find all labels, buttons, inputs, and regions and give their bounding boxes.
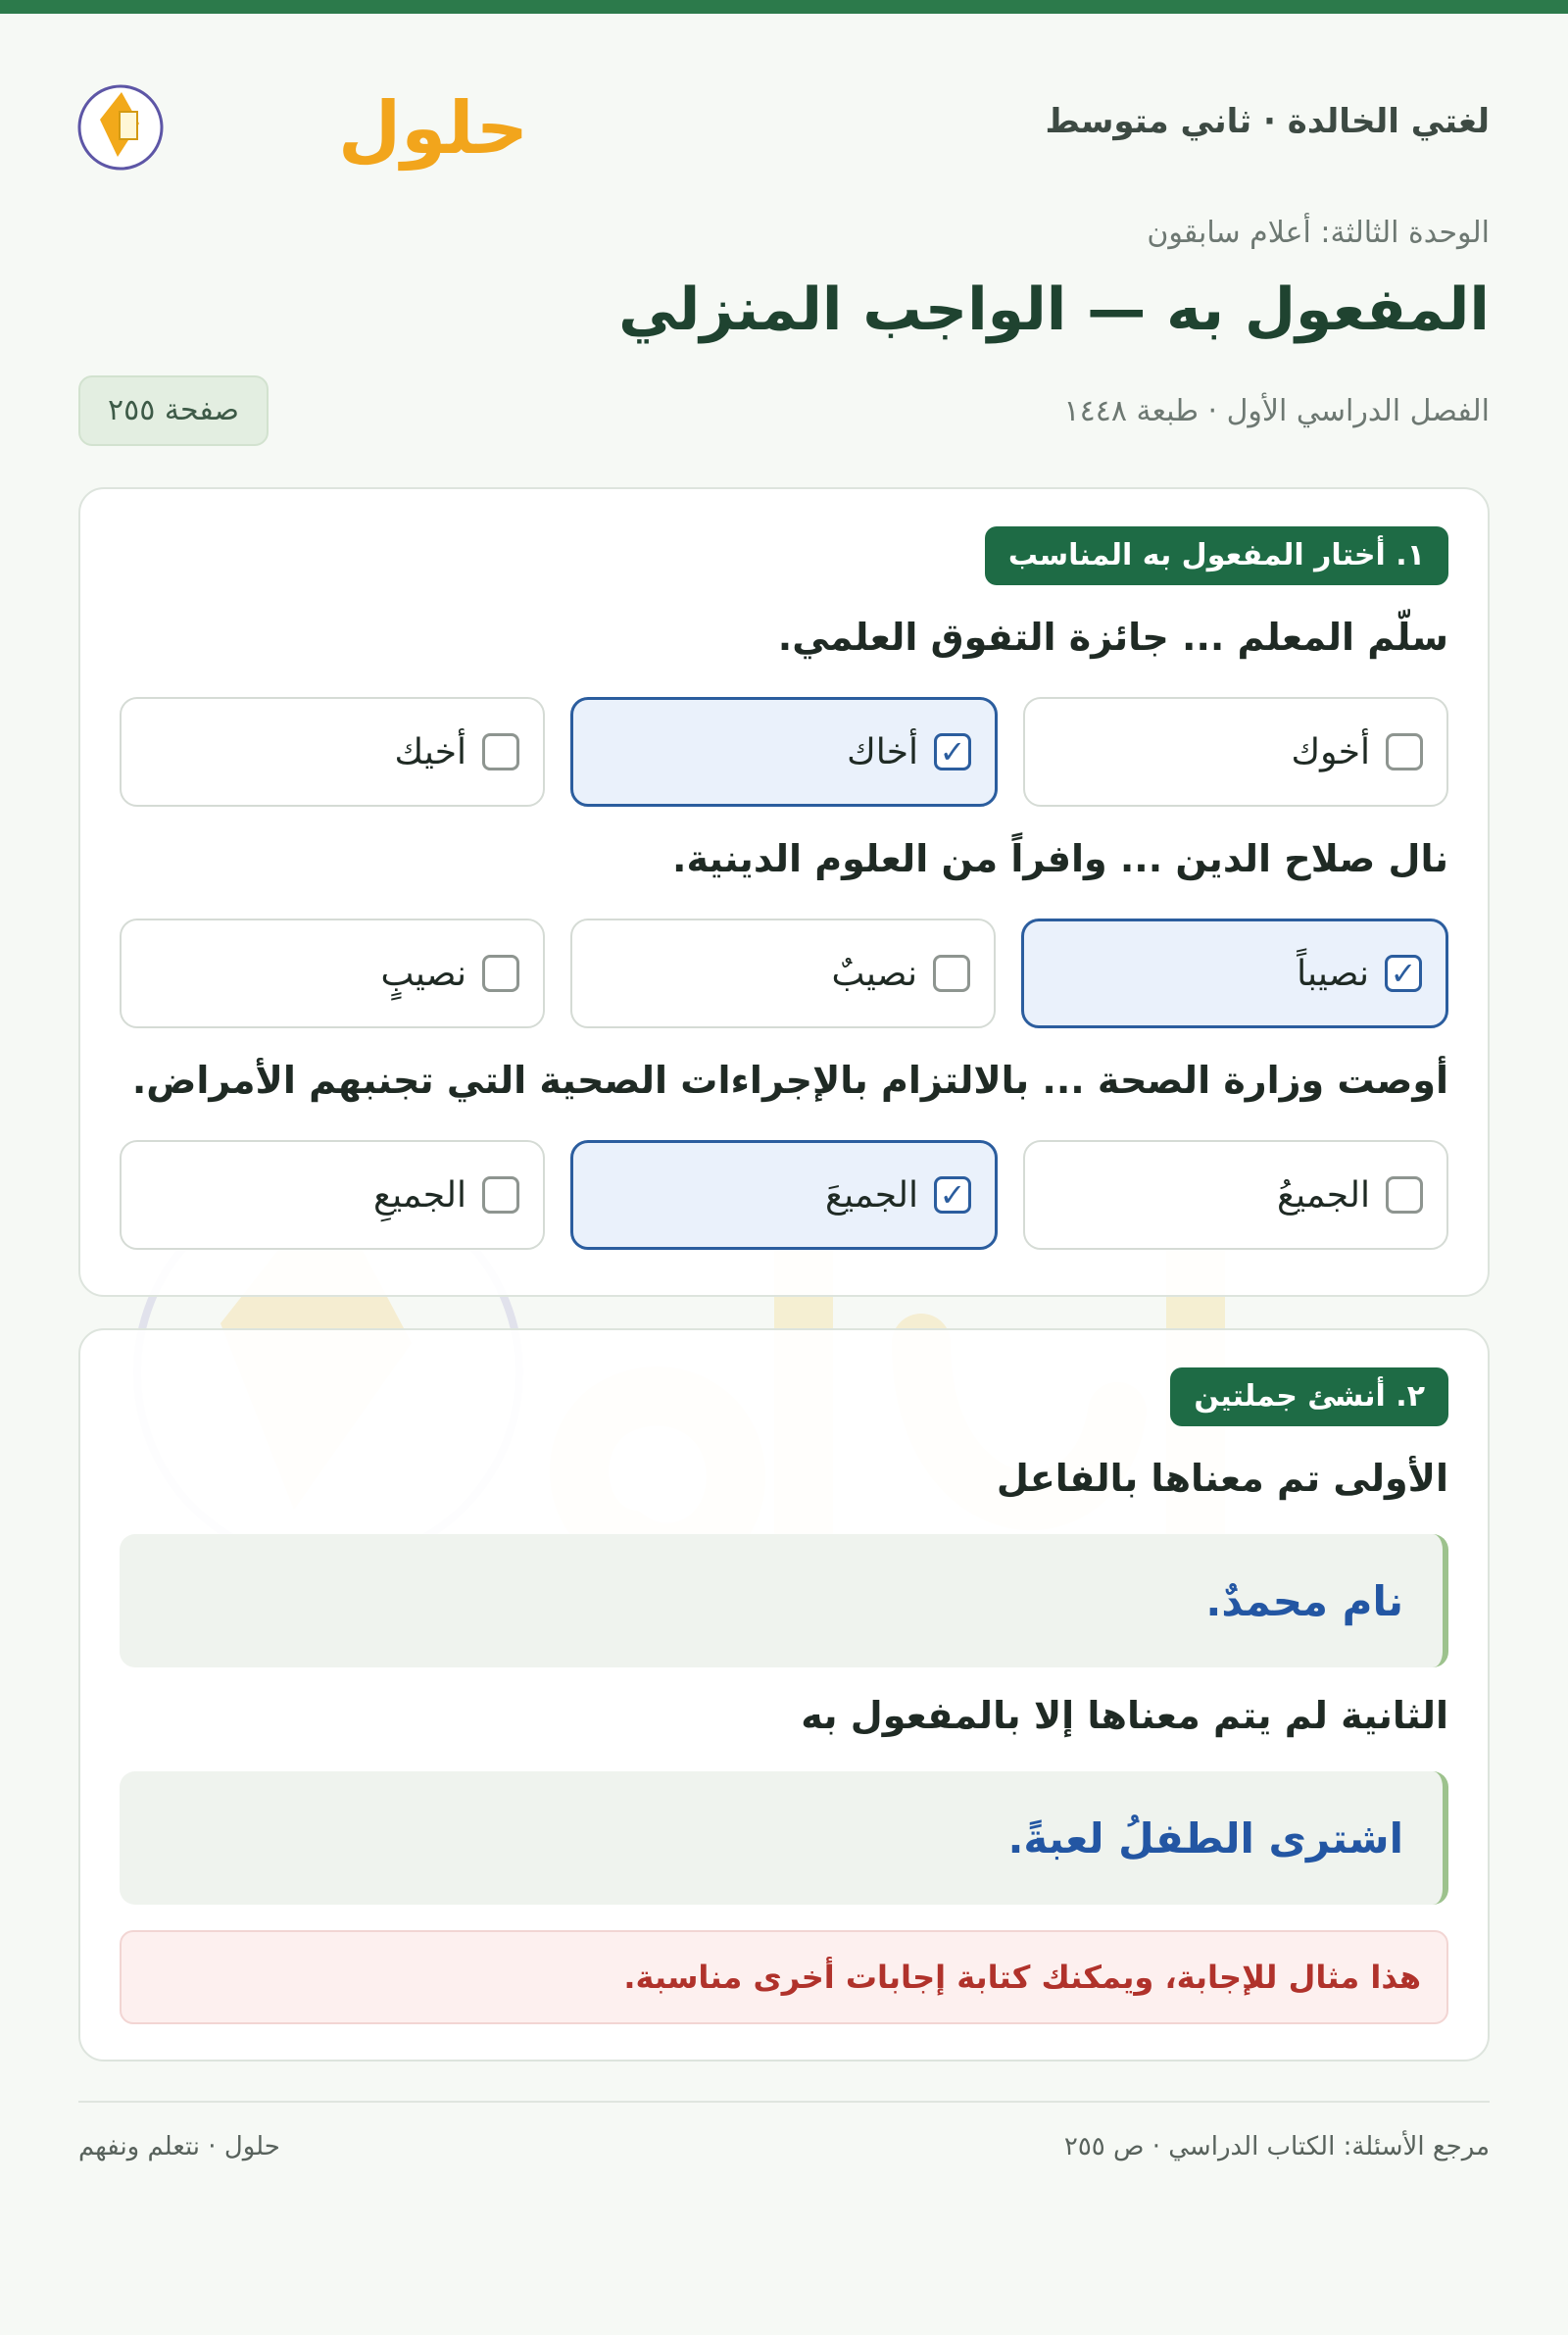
page-container	[78, 14, 1490, 2161]
option-item[interactable]	[120, 697, 545, 807]
options-group-1	[120, 697, 1448, 807]
page-number-badge: صفحة ٢٥٥	[78, 375, 269, 446]
top-accent-bar	[0, 0, 1568, 14]
page-header	[78, 14, 1490, 206]
options-group-3	[120, 1140, 1448, 1250]
checkbox-unchecked-icon[interactable]	[1386, 733, 1423, 770]
option-item[interactable]	[1023, 697, 1448, 807]
checkbox-checked-icon[interactable]: ✓	[934, 733, 971, 770]
question-badge: ١. أختار المفعول به المناسب	[985, 526, 1448, 585]
option-item[interactable]	[1023, 1140, 1448, 1250]
page-footer	[78, 2101, 1490, 2161]
page-title: المفعول به — الواجب المنزلي	[618, 275, 1490, 344]
answer-second-sentence: اشترى الطفلُ لعبةً.	[120, 1771, 1448, 1905]
option-label: الجميعُ	[1276, 1174, 1370, 1216]
checkbox-unchecked-icon[interactable]	[933, 955, 970, 992]
checkbox-unchecked-icon[interactable]	[482, 1176, 519, 1214]
option-item[interactable]	[120, 919, 545, 1028]
meta-row	[78, 375, 1490, 446]
question-text: نال صلاح الدين ... وافراً من العلوم الدينية.	[672, 837, 1448, 880]
term-edition: الفصل الدراسي الأول · طبعة ١٤٤٨	[1063, 393, 1490, 428]
option-label: نصيبٍ	[380, 953, 466, 994]
option-label: أخاك	[847, 731, 918, 772]
footer-brand: حلول · نتعلم ونفهم	[78, 2132, 280, 2161]
checkbox-unchecked-icon[interactable]	[482, 955, 519, 992]
checkbox-unchecked-icon[interactable]	[1386, 1176, 1423, 1214]
answer-first-sentence: نام محمدٌ.	[120, 1534, 1448, 1667]
unit-label: الوحدة الثالثة: أعلام سابقون	[1147, 216, 1490, 250]
option-item[interactable]	[570, 697, 998, 807]
question-card-1	[78, 487, 1490, 1297]
question-card-2	[78, 1328, 1490, 2062]
question-badge: ٢. أنشئ جملتين	[1170, 1367, 1448, 1426]
option-label: نصيبٌ	[831, 953, 917, 994]
option-label: أخوك	[1291, 731, 1370, 772]
option-item[interactable]	[570, 1140, 998, 1250]
book-logo-icon	[78, 63, 529, 190]
checkbox-unchecked-icon[interactable]	[482, 733, 519, 770]
option-item[interactable]	[1021, 919, 1448, 1028]
footer-reference: مرجع الأسئلة: الكتاب الدراسي · ص ٢٥٥	[1063, 2132, 1490, 2161]
prompt-second-sentence: الثانية لم يتم معناها إلا بالمفعول به	[801, 1694, 1448, 1737]
question-text: سلّم المعلم ... جائزة التفوق العلمي.	[777, 616, 1448, 659]
checkbox-checked-icon[interactable]: ✓	[1385, 955, 1422, 992]
option-label: أخيك	[394, 731, 466, 772]
answer-note: هذا مثال للإجابة، ويمكنك كتابة إجابات أخرى مناسبة.	[120, 1930, 1448, 2024]
question-text: أوصت وزارة الصحة ... بالالتزام بالإجراءات الصحية التي تجنبهم الأمراض.	[131, 1059, 1448, 1102]
header-title: لغتي الخالدة · ثاني متوسط	[1045, 102, 1490, 141]
prompt-first-sentence: الأولى تم معناها بالفاعل	[996, 1457, 1448, 1500]
option-item[interactable]	[120, 1140, 545, 1250]
option-label: الجميعَ	[824, 1174, 918, 1216]
option-label: نصيباً	[1297, 953, 1369, 994]
option-label: الجميعِ	[372, 1174, 466, 1216]
option-item[interactable]	[570, 919, 996, 1028]
options-group-2	[120, 919, 1448, 1028]
checkbox-checked-icon[interactable]: ✓	[934, 1176, 971, 1214]
logo-text: حلول	[338, 86, 529, 171]
